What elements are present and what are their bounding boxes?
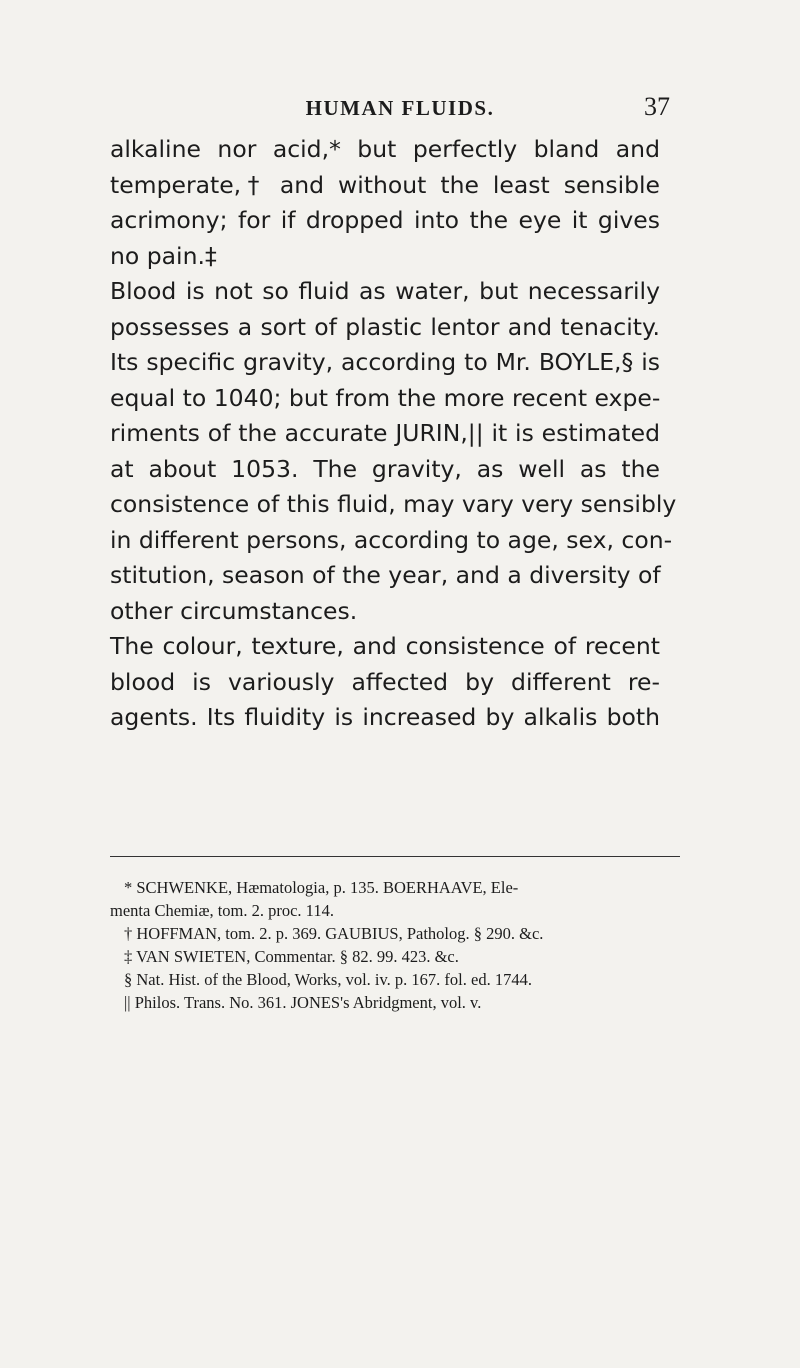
- running-title: HUMAN FLUIDS.: [305, 96, 495, 120]
- body-line: consistence of this fluid, may vary very sensibly: [110, 490, 677, 518]
- footnote-line: * SCHWENKE, Hæmatologia, p. 135. BOERHAAVE, Ele-: [124, 878, 519, 897]
- body-line: The colour, texture, and consistence of recent: [110, 632, 660, 660]
- body-text: [110, 132, 677, 736]
- footnote-divider: [110, 856, 680, 857]
- footnote-line: † HOFFMAN, tom. 2. p. 369. GAUBIUS, Patholog. § 290. &c.: [124, 924, 544, 943]
- body-line: at about 1053. The gravity, as well as the: [110, 454, 660, 483]
- body-line: agents. Its fluidity is increased by alkalis both: [110, 703, 660, 731]
- running-head: [0, 92, 800, 122]
- footnote-line: menta Chemiæ, tom. 2. proc. 114.: [110, 901, 334, 920]
- body-line: blood is variously affected by different re-: [110, 667, 660, 696]
- body-line: equal to 1040; but from the more recent expe-: [110, 383, 661, 412]
- footnote-line: || Philos. Trans. No. 361. JONES's Abridgment, vol. v.: [124, 993, 482, 1012]
- footnotes: [110, 876, 670, 1014]
- body-line: in different persons, according to age, sex, con-: [110, 525, 673, 554]
- body-line: no pain.‡: [110, 241, 217, 270]
- body-line: stitution, season of the year, and a diversity of: [110, 561, 661, 589]
- body-line: Its specific gravity, according to Mr. BOYLE,§ is: [110, 348, 660, 376]
- footnote-line: ‡ VAN SWIETEN, Commentar. § 82. 99. 423. &c.: [124, 947, 459, 966]
- body-line: riments of the accurate JURIN,|| it is estimated: [110, 419, 660, 447]
- body-line: acrimony; for if dropped into the eye it gives: [110, 206, 660, 234]
- body-line: Blood is not so fluid as water, but necessarily: [110, 277, 660, 305]
- page-number: 37: [644, 92, 670, 121]
- body-line: other circumstances.: [110, 596, 358, 625]
- footnote-line: § Nat. Hist. of the Blood, Works, vol. iv. p. 167. fol. ed. 1744.: [124, 970, 532, 989]
- body-line: temperate,† and without the least sensible: [110, 170, 660, 199]
- body-line: alkaline nor acid,* but perfectly bland and: [110, 135, 660, 163]
- body-line: possesses a sort of plastic lentor and tenacity.: [110, 312, 660, 341]
